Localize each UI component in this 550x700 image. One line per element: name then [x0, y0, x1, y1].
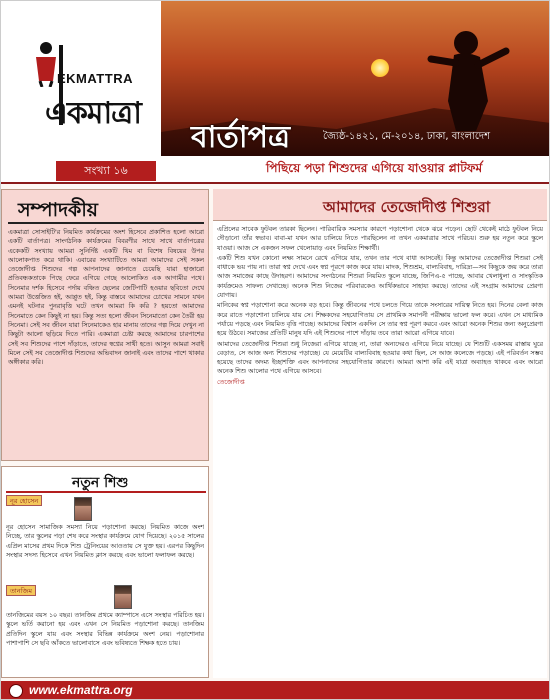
- article-paragraph: মানিকের স্বপ্ন পড়াশোনা করে অনেক বড় হবে। কিন্তু জীবনের পথে চলতে গিয়ে তাকে সংসারের দায়িত্ব নিতে হয়। দিনের বেলা কাজ করে রাতে পড়াশোনা চালিয়ে যায় সে। শিক্ষকদের সহযোগিতায় সে প্রাথমিক সমাপনী পরীক্ষায় ভালো ফল করে। এখন সে মাধ্যমিক পর্যায়ে পড়ছে এবং নিয়মিত বৃত্তি পাচ্ছে। আমাদের বিশ্বাস একদিন সে তার স্বপ্ন পূরণ করবে এবং আরো অনেক শিশুর জন্য অনুপ্রেরণা হয়ে উঠবে। সমাজের প্রতিটি মানুষ যদি এই শিশুদের পাশে দাঁড়ায় তবে তারা আরো এগিয়ে যাবে।: [217, 302, 543, 338]
- logo-text-en: EKMATTRA: [57, 71, 133, 86]
- child1-photo: [74, 497, 92, 521]
- child2-photo: [114, 585, 132, 609]
- footer: [1, 681, 550, 700]
- article-highlight: তেজোদীপ্ত: [217, 378, 245, 386]
- masthead-title: বার্তাপত্র: [191, 120, 291, 155]
- article-title: আমাদের তেজোদীপ্ত শিশুরা: [323, 198, 491, 216]
- issue-number: সংখ্যা ১৬: [56, 161, 156, 181]
- article-body: [217, 225, 543, 677]
- child1-name-tag: নূর হোসেন: [6, 495, 42, 506]
- dateline: জ্যৈষ্ঠ-১৪২১, মে-২০১৪, ঢাকা, বাংলাদেশ: [323, 131, 491, 142]
- header: [1, 1, 550, 156]
- child-silhouette-icon: [426, 21, 516, 131]
- new-child-section: [1, 466, 209, 678]
- child1-text: নূর হোসেন সামাজিক সমস্যা নিয়ে পড়াশোনা করছে। নিয়মিত কাজে অংশ নিচ্ছে, তার স্কুলের পড়া শেষ করে সংস্থার কার্যক্রমে যোগ দিয়েছে। ২০১৫ সালের এপ্রিল মাসের প্রথম দিকে শিশু ট্রেনিংয়ের আওতায় সে যুক্ত হয়। এরপর কিছুদিন সংস্থার সদস্য হিসেবে এখন নিয়মিত ক্লাস করছে এবং ভালো ফলাফল করছে।: [6, 524, 204, 559]
- main-article: [213, 189, 547, 678]
- new-child-rule: [6, 491, 206, 493]
- child2-name-tag: তানজিম: [6, 585, 36, 596]
- editorial-rule: [8, 222, 204, 224]
- article-paragraph: এপ্রিলের সাবেক ফুটবল তারকা ছিলেন। পারিবারিক সমস্যার কারণে পড়াশোনা থেকে ঝরে পড়েন। ছোট থেকেই মাঠে ফুটবল নিয়ে দৌড়ানো তাঁর স্বভাব। বাবা-মা যখন আর চালিয়ে নিতে পারছিলেন না তখন একমাত্রার সাথে পরিচয়। শুরু হয় নতুন করে স্কুলে যাওয়া। আজ সে একজন সফল খেলোয়াড় এবং নিয়মিত শিক্ষার্থী।: [217, 226, 543, 252]
- website-link[interactable]: www.ekmattra.org: [29, 683, 133, 697]
- article-paragraph: আমাদের তেজোদীপ্ত শিশুরা শুধু নিজেরা এগিয়ে যাচ্ছে না, তারা অন্যদেরও এগিয়ে নিয়ে যাচ্ছে। যে শিশুটি একসময় রাস্তায় ঘুরে বেড়াত, সে আজ অন্য শিশুদের পড়াচ্ছে। যে মেয়েটির বাল্যবিবাহ হওয়ার কথা ছিল, সে আজ কলেজে পড়ছে। এই পরিবর্তন সম্ভব হয়েছে তাদের অদম্য ইচ্ছাশক্তি এবং আপনাদের সহযোগিতার কারণে। আমরা আশা করি এই যাত্রা অব্যাহত থাকবে এবং আরো অনেক শিশু আলোর পথে এগিয়ে আসবে।: [217, 340, 543, 376]
- ekmattra-logo: [23, 41, 141, 143]
- new-child-title: নতুন শিশু: [72, 475, 129, 491]
- editorial-title: সম্পাদকীয়: [18, 199, 98, 221]
- globe-icon: [9, 684, 23, 698]
- editorial-section: [1, 189, 209, 461]
- editorial-body: একমাত্রা সোসাইটি'র নিয়মিত কার্যক্রমের অংশ হিসেবে প্রকাশিত হলো আরো একটি বার্তাপত্র। সাংগঠনিক কার্যক্রমের বিবরণীর সাথে সাথে বার্তাপত্রের একেকটি সংখ্যায় আমরা সুনির্দিষ্ট একটি থিম বা বিশেষ বিষয়ের উপর আলোকপাত করে থাকি। এবারের সংখ্যাটিতে আমরা আমাদের সেই সকল তেজোদীপ্ত শিশুদের গল্প আপনাদের জানাতে চেয়েছি যারা হাজারো প্রতিবন্ধকতাকে পিছে ফেরে এগিয়ে গেছে আলোকিত এক আগামীর পথে। সিনেমার দর্শক হিসেবে পর্দায় বঞ্চিত ছেলের জেটিপাটি হওয়ার ছবিতো দেখে আমরা উত্তেজিত হই, আপ্লুত হই, কিন্তু বাস্তবে আমাদের চোখের সামনে যখন এমনই ঘটনার পুনরাবৃত্তি ঘটে তখন আমরা কি করি ? হয়তো আমাদের সিনেমাতে কেন কিছুই না হয়। কিন্তু সত্য হলো জীবন সিনেমাতো কেন তৈরী হয় সিনেমা। সেই সব জীবন যারা সিনেমাকেও হার মানায় তাদের গল্প দিয়ে দেখুন না কিছুটা আলো ছড়িয়ে দিতে পারি। একমাত্রা চেষ্টা করছে আমাদের চারপাশের সেই সব শিশুদের পাশে দাঁড়াতে, তাদের স্বপ্নের সাথী হতে। আসুন আমরা সবাই মিলে সেই সব তেজোদীপ্ত শিশুদের অভিবাদন জানাই এবং তাদের পাশে থাকার অঙ্গীকার করি।: [8, 229, 204, 367]
- child2-text: তানজিমের বয়স ১০ বছর। তানজিম প্রথমে ক্যাম্পাসে এসে সংস্থার পরিচিত হয়। স্কুলে ভর্তি করানো হয় এবং এখন সে নিয়মিত পড়াশোনা করছে। তানজিম প্রতিদিন স্কুলে যায় এবং সংস্থার বিভিন্ন কার্যক্রমে অংশ নেয়। পড়াশোনার পাশাপাশি সে ছবি আঁকতে ভালোবাসে এবং ভবিষ্যতে শিক্ষক হতে চায়।: [6, 612, 204, 647]
- logo-text-bn: একমাত্রা: [45, 96, 141, 131]
- tagline: পিছিয়ে পড়া শিশুদের এগিয়ে যাওয়ার প্লাটফর্ম: [266, 161, 483, 175]
- sun-icon: [371, 59, 389, 77]
- article-paragraph: একটি শিশু যখন কোনো লক্ষ্য সামনে রেখে এগিয়ে যায়, তখন তার পথে বাধা আসবেই। কিন্তু আমাদের তেজোদীপ্ত শিশুরা সেই বাধাকে ভয় পায় না। তারা স্বপ্ন দেখে এবং স্বপ্ন পূরণে কাজ করে যায়। মাদক, শিশুশ্রম, বাল্যবিবাহ, দারিদ্র্য—সব কিছুকে জয় করে তারা আজ সমাজের কাছে উদাহরণ। আমাদের সংগঠনের শিশুরা নিয়মিত স্কুলে যাচ্ছে, জিপিএ-৫ পাচ্ছে, আবার খেলাধুলা ও সাংস্কৃতিক কার্যক্রমেও সাফল্য দেখাচ্ছে। অনেক শিশু নিজের পরিবারকেও আর্থিকভাবে সাহায্য করছে। তাদের এই সংগ্রাম আমাদের প্রেরণা যোগায়।: [217, 254, 543, 300]
